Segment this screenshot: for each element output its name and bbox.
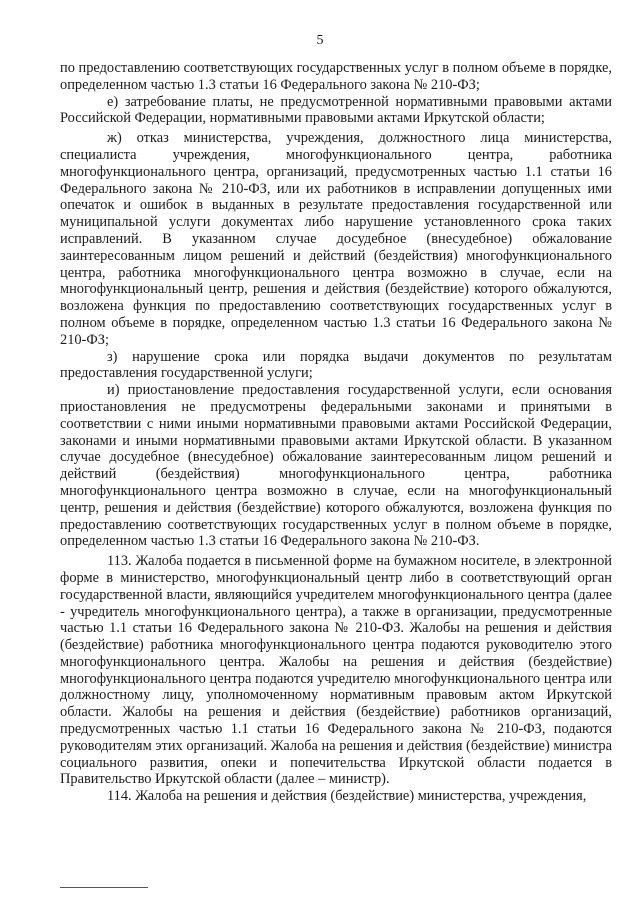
paragraph-item-z: з) нарушение срока или порядка выдачи документов по результатам предоставления государственной услуги;: [60, 348, 612, 382]
paragraph-item-zh: ж) отказ министерства, учреждения, должностного лица министерства, специалиста учреждения, многофункционального центра, работника многофункционального центра, организаций, предусмотренных частью 1.1 статьи 16 Федерального закона № 210-ФЗ, или их работников в исправлении допущенных ими опечаток и ошибок в выданных в результате предоставления государственной или муниципальной услуги документах либо нарушение установленного срока таких исправлений. В указанном случае досудебное (внесудебное) обжалование заинтересованным лицом решений и действий (бездействия) многофункционального центра, работника многофункционального центра возможно в случае, если на многофункциональный центр, решения и действия (бездействие) которого обжалуются, возложена функция по предоставлению соответствующих государственных услуг в полном объеме в порядке, определенном частью 1.3 статьи 16 Федерального закона № 210-ФЗ;: [60, 130, 612, 348]
footnote-divider: [60, 887, 148, 888]
paragraph-114: 114. Жалоба на решения и действия (бездействие) министерства, учреждения,: [107, 788, 587, 805]
paragraph-item-i: и) приостановление предоставления государственной услуги, если основания приостановления не предусмотрены федеральными законами и принятыми в соответствии с ними иными нормативными правовыми актами Российской Федерации, законами и иными нормативными правовыми актами Иркутской области. В указанном случае досудебное (внесудебное) обжалование заинтересованным лицом решений и действий (бездействия) многофункционального центра, работника многофункционального центра возможно в случае, если на многофункциональный центр, решения и действия (бездействие) которого обжалуются, возложена функция по предоставлению соответствующих государственных услуг в полном объеме в порядке, определенном частью 1.3 статьи 16 Федерального закона № 210-ФЗ.: [60, 382, 612, 550]
page-number: 5: [316, 33, 324, 48]
body-text: [60, 60, 612, 805]
paragraph-113: 113. Жалоба подается в письменной форме на бумажном носителе, в электронной форме в министерство, многофункциональный центр либо в соответствующий орган государственной власти, являющийся учредителем многофункционального центра (далее - учредитель многофункционального центра), а также в организации, предусмотренные частью 1.1 статьи 16 Федерального закона № 210-ФЗ. Жалобы на решения и действия (бездействие) работника многофункционального центра подаются руководителю этого многофункционального центра. Жалобы на решения и действия (бездействие) многофункционального центра подаются учредителю многофункционального центра или должностному лицу, уполномоченному нормативным правовым актом Иркутской области. Жалобы на решения и действия (бездействие) работников организаций, предусмотренных частью 1.1 статьи 16 Федерального закона № 210-ФЗ, подаются руководителям этих организаций. Жалоба на решения и действия (бездействие) министра социального развития, опеки и попечительства Иркутской области подается в Правительство Иркутской области (далее – министр).: [60, 553, 612, 788]
paragraph-continuation: по предоставлению соответствующих государственных услуг в полном объеме в порядке, определенном частью 1.3 статьи 16 Федерального закона № 210-ФЗ;: [60, 60, 612, 93]
paragraph-item-e: е) затребование платы, не предусмотренной нормативными правовыми актами Российской Федерации, нормативными правовыми актами Иркутской области;: [60, 93, 612, 127]
